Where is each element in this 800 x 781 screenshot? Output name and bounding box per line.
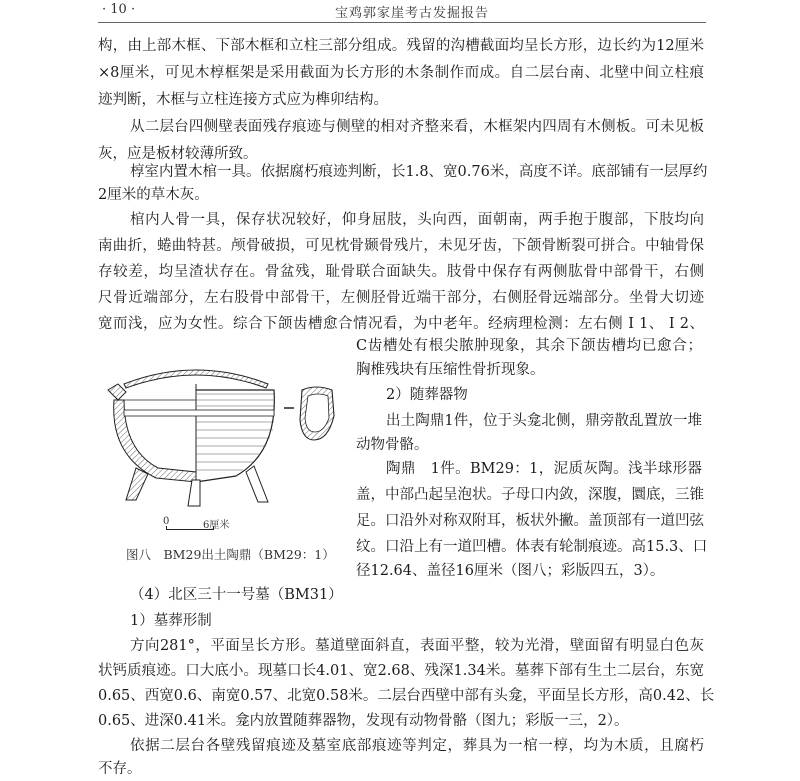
body-line: 棺内人骨一具，保存状况较好，仰身屈肢，头向西，面朝南，两手抱于腹部，下肢均向 (130, 212, 704, 228)
running-header-title: 宝鸡郭家崖考古发掘报告 (334, 6, 489, 21)
body-line: ×8厘米，可见木椁框架是采用截面为长方形的木条制作而成。自二层台南、北壁中间立柱痕 (98, 65, 704, 81)
body-line: 存较差，均呈渣状存在。骨盆残，耻骨联合面缺失。肢骨中保存有两侧肱骨中部骨干，右侧 (98, 264, 704, 280)
scale-tick (213, 526, 214, 530)
body-line: 盖，中部凸起呈泡状。子母口内敛，深腹，圜底，三锥 (356, 487, 704, 503)
body-line: 构，由上部木框、下部木框和立柱三部分组成。残留的沟槽截面均呈长方形，边长约为12厘米 (98, 38, 704, 54)
ding-vessel-drawing (96, 360, 346, 515)
body-line: 2厘米的草木灰。 (98, 187, 209, 203)
body-line: 灰，应是板材较薄所致。 (98, 146, 258, 162)
section-heading-goods: 2）随葬器物 (386, 387, 468, 403)
body-line: 足。口沿外对称双附耳，板状外撇。盖顶部有一道凹弦 (356, 513, 704, 529)
figure-caption: 图八 BM29出土陶鼎（BM29：1） (126, 547, 335, 562)
body-line: 0.65、进深0.41米。龛内放置随葬器物，发现有动物骨骼（图九；彩版一三，2）。 (98, 713, 629, 729)
body-line: 纹。口沿上有一道凹槽。体表有轮制痕迹。高15.3、口 (356, 539, 708, 555)
body-line: 宽而浅，应为女性。综合下颌齿槽愈合情况看，为中老年。经病理检测：左右侧 I 1、 I 2、 (98, 316, 704, 332)
page-number: · 10 · (102, 2, 136, 17)
body-line: 径12.64、盖径16厘米（图八；彩版四五，3）。 (356, 563, 665, 579)
body-line: 出土陶鼎1件，位于头龛北侧，鼎旁散乱置放一堆 (386, 413, 702, 429)
body-line: 从二层台四侧壁表面残存痕迹与侧壁的相对齐整来看，木框架内四周有木侧板。可未见板 (130, 119, 704, 135)
scale-bar (166, 529, 214, 530)
body-line: 状钙质痕迹。口大底小。现墓口长4.01、宽2.68、残深1.34米。墓葬下部有生土二层台，东宽 (98, 663, 704, 679)
body-line: 椁室内置木棺一具。依据腐朽痕迹判断，长1.8、宽0.76米，高度不详。底部铺有一层厚约 (130, 164, 708, 180)
header-rule (98, 22, 706, 23)
scale-tick (166, 526, 167, 530)
body-line: C齿槽处有根尖脓肿现象，其余下颌齿槽均已愈合； (356, 338, 702, 354)
body-line: 依据二层台各壁残留痕迹及墓室底部痕迹等判定，葬具为一棺一椁，均为木质，且腐朽 (130, 738, 704, 754)
body-line: 0.65、西宽0.6、南宽0.57、北宽0.58米。二层台西壁中部有头龛，平面呈长方形，高0.42、长 (98, 688, 715, 704)
scale-label-six-cm: 6厘米 (203, 520, 230, 531)
subsection-heading: 1）墓葬形制 (130, 613, 212, 629)
body-line: 陶鼎 1件。BM29：1，泥质灰陶。浅半球形器 (386, 461, 702, 477)
body-line: 方向281°，平面呈长方形。墓道壁面斜直，表面平整，较为光滑，壁面留有明显白色灰 (130, 638, 704, 654)
section-heading-bm31: （4）北区三十一号墓（BM31） (130, 587, 343, 603)
body-line: 动物骨骼。 (356, 437, 429, 453)
body-line: 尺骨近端部分，左右股骨中部骨干，左侧胫骨近端干部分，右侧胫骨远端部分。坐骨大切迹 (98, 290, 704, 306)
scale-label-zero: 0 (163, 516, 170, 527)
body-line: 迹判断，木框与立柱连接方式应为榫卯结构。 (98, 92, 388, 108)
body-line: 胸椎残块有压缩性骨折现象。 (356, 362, 545, 378)
body-line: 不存。 (98, 761, 142, 777)
body-line: 南曲折，蜷曲特甚。颅骨破损，可见枕骨颞骨残片，未见牙齿，下颌骨断裂可拼合。中轴骨保 (98, 238, 704, 254)
